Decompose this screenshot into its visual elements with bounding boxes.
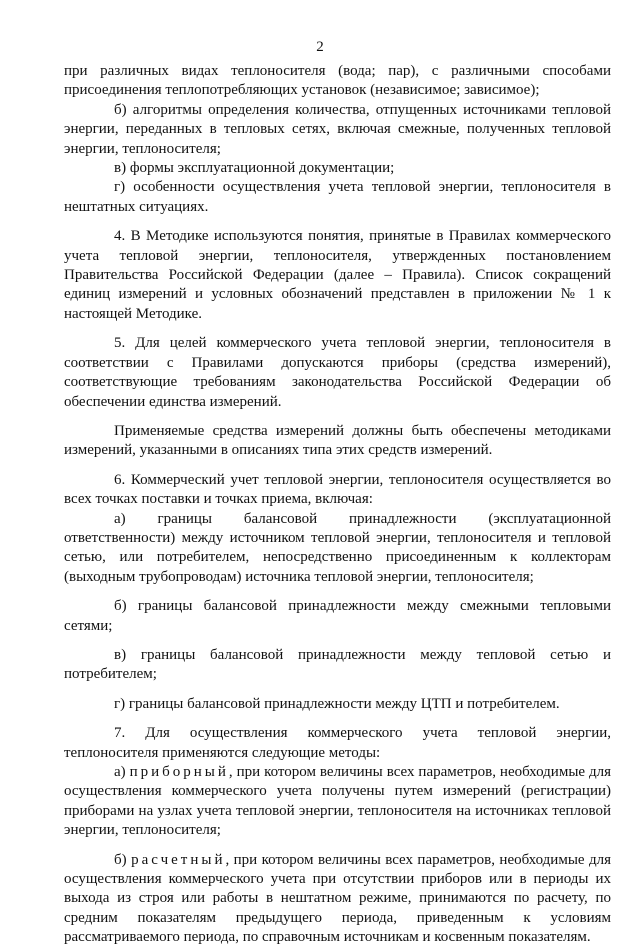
paragraph-item-v: в) формы эксплуатационной документации; — [114, 160, 395, 177]
paragraph-item-b: б) алгоритмы определения количества, отпущенных источниками тепловой энергии, переданных в тепловых сетях, включая смежные, полученных тепловой энергии, теплоносителя; — [64, 101, 611, 157]
method-b-description: , при котором величины всех параметров, необходимые для осуществления коммерческого учета при отсутствии приборов или в периоды их выхода из строя или работы в нештатном режиме, принимаются по расчету, по средним показателям предыдущего периода, приведенным к условиям рассматриваемого периода, по справочным источникам и косвенным показателям. — [64, 851, 611, 946]
page-number: 2 — [316, 39, 324, 55]
paragraph-section-5: 5. Для целей коммерческого учета тепловой энергии, теплоносителя в соответствии с Правилами допускаются приборы (средства измерений), соответствующие требованиям законодательства Российской Федерации об обеспечении единства измерений. — [64, 335, 611, 410]
paragraph-item-g: г) особенности осуществления учета тепловой энергии, теплоносителя в нештатных ситуациях. — [64, 179, 611, 215]
method-a-term: приборный — [129, 764, 229, 780]
paragraph-continuation: при различных видах теплоносителя (вода; пар), с различными способами присоединения теплопотребляющих установок (независимое; зависимое); — [64, 63, 611, 99]
method-b-term: расчетный — [131, 851, 226, 868]
paragraph-section-6-v: в) границы балансовой принадлежности между тепловой сетью и потребителем; — [64, 646, 611, 683]
paragraph-section-6: 6. Коммерческий учет тепловой энергии, теплоносителя осуществляется во всех точках поставки и точках приема, включая: — [64, 471, 611, 508]
method-b-prefix: б) — [114, 851, 132, 868]
method-a-prefix: а) — [114, 764, 130, 780]
paragraph-section-4: 4. В Методике используются понятия, принятые в Правилах коммерческого учета тепловой энергии, теплоносителя, утвержденных постановлением Правительства Российской Федерации (далее – Правила). Список сокращений единиц измерений и условных обозначений представлен в приложении № 1 к настоящей Методике. — [64, 228, 611, 322]
method-a-description: , при котором величины всех параметров, необходимые для осуществления коммерческого учета получены путем измерений (регистрации) приборами на узлах учета тепловой энергии, теплоносителя на источниках тепловой энергии, теплоносителя; — [64, 764, 612, 839]
paragraph-section-6-g: г) границы балансовой принадлежности между ЦТП и потребителем. — [114, 695, 560, 712]
paragraph-method-instrumental — [64, 763, 611, 841]
paragraph-section-5-measurements: Применяемые средства измерений должны быть обеспечены методиками измерений, указанными в описаниях типа этих средств измерений. — [64, 422, 611, 459]
paragraph-method-calculated — [64, 851, 611, 948]
paragraph-section-6-a: а) границы балансовой принадлежности (эксплуатационной ответственности) между источником тепловой энергии, теплоносителя и тепловой сетью, или потребителем, непосредственно присоединенным к коллекторам (выходным трубопроводам) источника тепловой энергии, теплоносителя; — [64, 510, 611, 585]
document-body — [64, 62, 611, 948]
paragraph-section-6-b: б) границы балансовой принадлежности между смежными тепловыми сетями; — [64, 598, 611, 634]
paragraph-section-7: 7. Для осуществления коммерческого учета тепловой энергии, теплоносителя применяются следующие методы: — [64, 725, 611, 761]
